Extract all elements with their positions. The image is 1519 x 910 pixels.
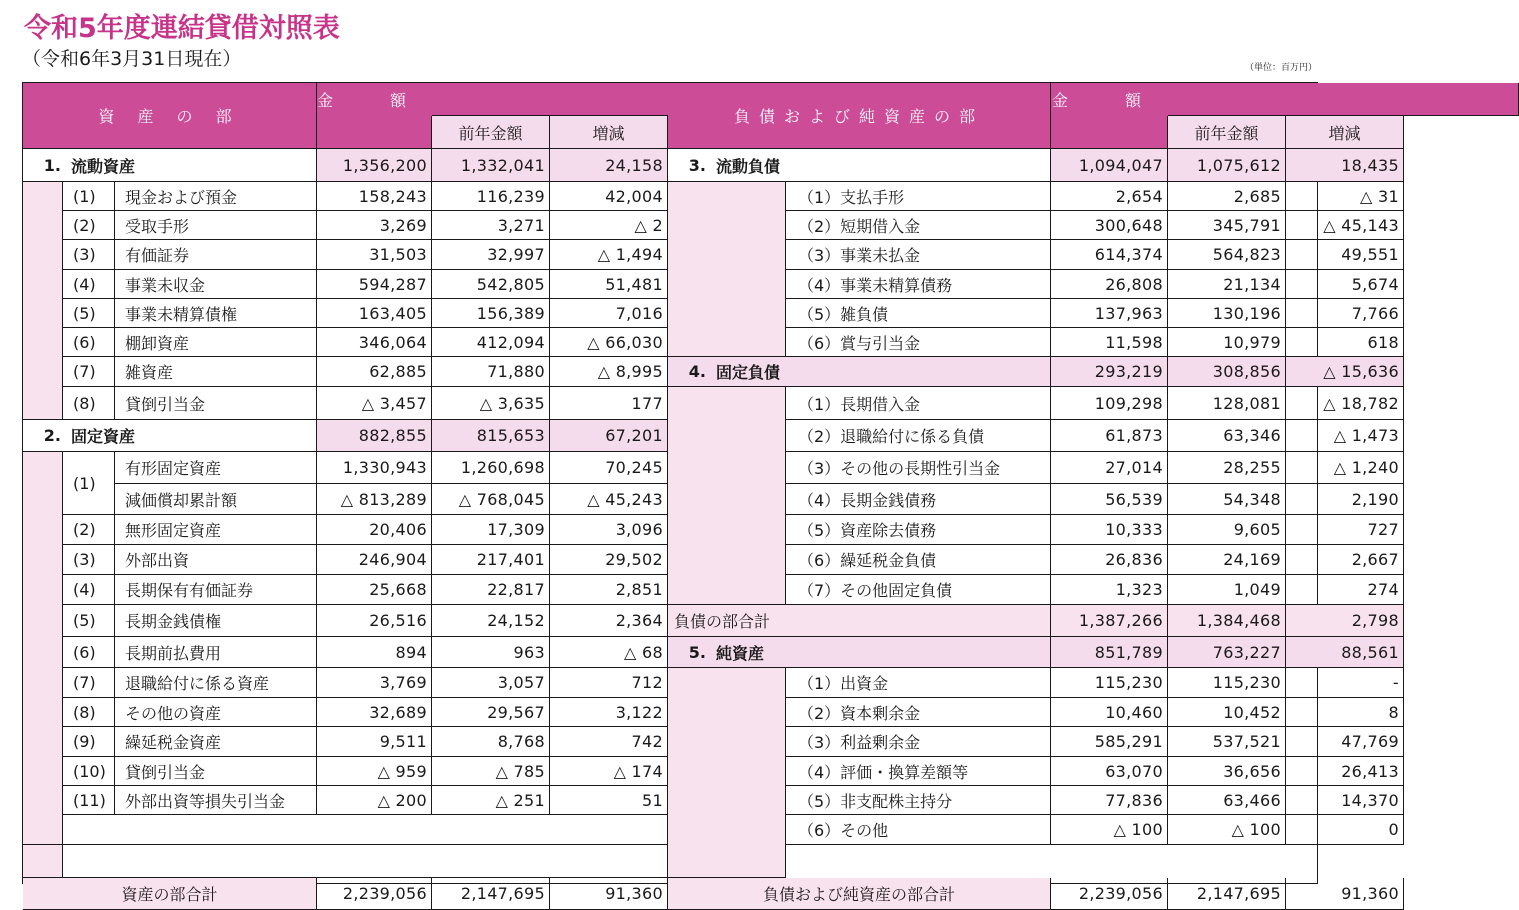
liability-item-prior: 345,791 [1168,211,1286,240]
asset-item-change: 3,096 [550,515,668,545]
asset-item-index: (4) [63,270,115,299]
liability-item-amount: 2,654 [1051,182,1168,211]
liability-item-amount: 26,808 [1051,270,1168,299]
liability-item-label: （4）長期金銭債務 [786,484,1051,515]
liability-item-label: （1）長期借入金 [786,387,1051,420]
liabilities-subtotal-prior: 1,384,468 [1168,605,1286,637]
asset-item-prior: 542,805 [432,270,550,299]
liability-item-change: △ 1,240 [1286,452,1404,484]
asset-item-prior: 217,401 [432,545,550,575]
liability-item-prior: 130,196 [1168,299,1286,328]
liabilities-change-header: 増減 [1286,116,1404,149]
asset-item-amount: 594,287 [317,270,432,299]
asset-item-label: 外部出資等損失引当金 [115,786,317,815]
liability-item-change: 2,190 [1286,484,1404,515]
net-asset-item-amount: 77,836 [1051,786,1168,815]
net-asset-item-amount: 585,291 [1051,727,1168,757]
net-asset-item-change: 26,413 [1286,757,1404,786]
liability-item-prior: 564,823 [1168,240,1286,270]
assets-total-label: 資産の部合計 [23,878,317,910]
liability-item-prior: 1,049 [1168,575,1286,605]
net-assets-section [668,637,1051,668]
asset-item-index: (3) [63,545,115,575]
liability-item-label: （3）事業未払金 [786,240,1051,270]
liabilities-current-total-amount: 1,094,047 [1051,149,1168,182]
asset-item-label: 雑資産 [115,357,317,387]
liability-item-label: （6）繰延税金負債 [786,545,1051,575]
liability-item-label: （5）雑負債 [786,299,1051,328]
asset-item-index: (8) [63,698,115,727]
asset-item-index: (3) [63,240,115,270]
asset-item-amount: 158,243 [317,182,432,211]
assets-total-amount: 2,239,056 [317,878,432,910]
net-asset-item-prior: 115,230 [1168,668,1286,698]
liability-item-change: △ 45,143 [1286,211,1404,240]
assets-blank-row [63,815,668,845]
liability-item-amount: 614,374 [1051,240,1168,270]
section-number: 4. [688,362,706,381]
net-asset-item-label: （2）資本剰余金 [786,698,1051,727]
liability-item-amount: 61,873 [1051,420,1168,452]
assets-current-section [23,149,317,182]
asset-item-label: 退職給付に係る資産 [115,668,317,698]
assets-amount-header: 金 額 [317,83,432,116]
section-label: 純資産 [716,643,765,663]
section-number: 3. [688,155,706,175]
asset-item-index: (11) [63,786,115,815]
section-label: 流動資産 [71,156,136,176]
asset-item-change: 3,122 [550,698,668,727]
asset-item-prior: 3,271 [432,211,550,240]
liabilities-fixed-section [668,357,1051,387]
liability-item-change: 5,674 [1286,270,1404,299]
asset-item-index: (7) [63,357,115,387]
asset-item-index: (10) [63,757,115,786]
net-assets-total-change: 88,561 [1286,637,1404,668]
section-label: 固定資産 [71,427,136,446]
liabilities-current-total-change: 18,435 [1286,149,1404,182]
asset-item-label: 繰延税金資産 [115,727,317,757]
net-asset-item-label: （6）その他 [786,815,1051,845]
assets-prior-header: 前年金額 [432,116,550,149]
liability-item-change: △ 31 [1286,182,1404,211]
asset-item-label: 貸倒引当金 [115,387,317,420]
liability-item-prior: 10,979 [1168,328,1286,357]
asset-item-amount: △ 813,289 [317,484,432,515]
asset-item-change: 29,502 [550,545,668,575]
assets-total-prior: 2,147,695 [432,878,550,910]
asset-item-amount: 1,330,943 [317,452,432,484]
net-asset-item-amount: 63,070 [1051,757,1168,786]
liability-item-amount: 300,648 [1051,211,1168,240]
liability-item-change: 727 [1286,515,1404,545]
net-asset-item-change: - [1286,668,1404,698]
liability-item-prior: 9,605 [1168,515,1286,545]
asset-item-prior: 3,057 [432,668,550,698]
liabilities-subtotal-label: 負債の部合計 [668,605,1051,637]
asset-item-label: 受取手形 [115,211,317,240]
asset-item-index: (6) [63,328,115,357]
asset-item-index: (4) [63,575,115,605]
liability-item-prior: 54,348 [1168,484,1286,515]
liabilities-and-net-total-prior: 2,147,695 [1168,878,1286,910]
liabilities-fixed-total-amount: 293,219 [1051,357,1168,387]
asset-item-amount: 20,406 [317,515,432,545]
asset-item-amount: 894 [317,637,432,668]
asset-item-amount: 346,064 [317,328,432,357]
balance-sheet-table [22,82,1399,904]
liability-item-label: （2）退職給付に係る負債 [786,420,1051,452]
net-asset-item-amount: 115,230 [1051,668,1168,698]
liability-item-change: 618 [1286,328,1404,357]
asset-item-change: △ 66,030 [550,328,668,357]
asset-item-prior: 1,260,698 [432,452,550,484]
net-asset-item-change: 8 [1286,698,1404,727]
net-assets-indent [668,668,786,878]
asset-item-change: 2,364 [550,605,668,637]
liability-item-prior: 21,134 [1168,270,1286,299]
asset-item-prior: 17,309 [432,515,550,545]
liability-item-label: （6）賞与引当金 [786,328,1051,357]
liabilities-subtotal-change: 2,798 [1286,605,1404,637]
asset-item-label: 減価償却累計額 [115,484,317,515]
asset-item-prior: △ 251 [432,786,550,815]
liabilities-amount-header: 金 額 [1051,83,1168,116]
asset-item-index: (6) [63,637,115,668]
net-asset-item-label: （5）非支配株主持分 [786,786,1051,815]
asset-item-label: 有形固定資産 [115,452,317,484]
liabilities-current-section [668,149,1051,182]
assets-blank-indent [23,845,63,878]
asset-item-prior: 24,152 [432,605,550,637]
liability-item-amount: 109,298 [1051,387,1168,420]
liability-item-label: （4）事業未精算債務 [786,270,1051,299]
asset-item-prior: 8,768 [432,727,550,757]
liabilities-prior-header: 前年金額 [1168,116,1286,149]
asset-item-label: 長期保有有価証券 [115,575,317,605]
section-label: 固定負債 [716,363,781,382]
assets-current-indent [23,182,63,420]
asset-item-index: (2) [63,515,115,545]
liability-item-label: （3）その他の長期性引当金 [786,452,1051,484]
net-asset-item-prior: 36,656 [1168,757,1286,786]
assets-change-header: 増減 [550,116,668,149]
section-label: 流動負債 [716,156,781,176]
asset-item-change: △ 45,243 [550,484,668,515]
liability-item-change: 274 [1286,575,1404,605]
asset-item-change: △ 8,995 [550,357,668,387]
asset-item-index: (9) [63,727,115,757]
asset-item-change: 70,245 [550,452,668,484]
asset-item-change: △ 174 [550,757,668,786]
assets-current-total-prior: 1,332,041 [432,149,550,182]
asset-item-label: 有価証券 [115,240,317,270]
net-asset-item-amount: 10,460 [1051,698,1168,727]
asset-item-amount: 62,885 [317,357,432,387]
liabilities-header-band [1168,83,1519,116]
net-asset-item-label: （1）出資金 [786,668,1051,698]
liability-item-amount: 26,836 [1051,545,1168,575]
asset-item-prior: 156,389 [432,299,550,328]
asset-item-label: その他の資産 [115,698,317,727]
asset-item-label: 貸倒引当金 [115,757,317,786]
liability-item-change: 2,667 [1286,545,1404,575]
liabilities-header: 負債および純資産の部 [668,83,1051,149]
asset-item-prior: △ 3,635 [432,387,550,420]
asset-item-index: (5) [63,605,115,637]
section-number: 5. [688,642,706,662]
asset-item-prior: △ 768,045 [432,484,550,515]
asset-item-prior: 116,239 [432,182,550,211]
asset-item-index: (5) [63,299,115,328]
asset-item-amount: 25,668 [317,575,432,605]
net-asset-item-amount: △ 100 [1051,815,1168,845]
liability-item-amount: 137,963 [1051,299,1168,328]
net-assets-total-prior: 763,227 [1168,637,1286,668]
liability-item-amount: 56,539 [1051,484,1168,515]
assets-amount-header-cont [317,116,432,149]
asset-item-change: △ 1,494 [550,240,668,270]
page-title: 令和5年度連結貸借対照表 [24,13,340,44]
net-asset-item-change: 14,370 [1286,786,1404,815]
liabilities-current-total-prior: 1,075,612 [1168,149,1286,182]
asset-item-amount: △ 3,457 [317,387,432,420]
liabilities-subtotal-amount: 1,387,266 [1051,605,1168,637]
asset-item-label: 長期前払費用 [115,637,317,668]
asset-item-amount: 31,503 [317,240,432,270]
asset-item-index: (7) [63,668,115,698]
asset-item-label: 長期金銭債権 [115,605,317,637]
asset-item-prior: 71,880 [432,357,550,387]
asset-item-label: 現金および預金 [115,182,317,211]
net-asset-item-prior: 537,521 [1168,727,1286,757]
asset-item-amount: 32,689 [317,698,432,727]
liability-item-amount: 27,014 [1051,452,1168,484]
liabilities-and-net-total-change: 91,360 [1286,878,1404,910]
asset-item-change: 7,016 [550,299,668,328]
unit-note: （単位：百万円） [1244,63,1317,73]
net-assets-total-amount: 851,789 [1051,637,1168,668]
asset-item-amount: 3,269 [317,211,432,240]
assets-current-total-change: 24,158 [550,149,668,182]
liability-item-prior: 128,081 [1168,387,1286,420]
assets-fixed-indent [23,452,63,845]
asset-item-amount: 163,405 [317,299,432,328]
net-asset-item-prior: 10,452 [1168,698,1286,727]
liability-item-amount: 11,598 [1051,328,1168,357]
liabilities-fixed-total-change: △ 15,636 [1286,357,1404,387]
net-asset-item-label: （3）利益剰余金 [786,727,1051,757]
asset-item-amount: 9,511 [317,727,432,757]
asset-item-prior: △ 785 [432,757,550,786]
asset-item-index: (8) [63,387,115,420]
asset-item-change: 51 [550,786,668,815]
asset-item-label: 棚卸資産 [115,328,317,357]
liability-item-prior: 28,255 [1168,452,1286,484]
liability-item-prior: 2,685 [1168,182,1286,211]
assets-fixed-total-prior: 815,653 [432,420,550,452]
liability-item-change: 7,766 [1286,299,1404,328]
asset-item-prior: 22,817 [432,575,550,605]
liabilities-amount-header-cont [1051,116,1168,149]
asset-item-label: 無形固定資産 [115,515,317,545]
assets-total-change: 91,360 [550,878,668,910]
asset-item-change: 42,004 [550,182,668,211]
liability-item-label: （5）資産除去債務 [786,515,1051,545]
net-asset-item-change: 0 [1286,815,1404,845]
liabilities-fixed-indent [668,387,786,605]
liability-item-amount: 10,333 [1051,515,1168,545]
assets-fixed-total-change: 67,201 [550,420,668,452]
asset-item-label: 外部出資 [115,545,317,575]
liability-item-change: △ 1,473 [1286,420,1404,452]
liability-item-prior: 63,346 [1168,420,1286,452]
liability-item-amount: 1,323 [1051,575,1168,605]
section-number: 1. [43,155,61,175]
assets-fixed-section [23,420,317,452]
asset-item-amount: 246,904 [317,545,432,575]
asset-item-change: △ 2 [550,211,668,240]
asset-item-change: 2,851 [550,575,668,605]
asset-item-prior: 963 [432,637,550,668]
page-subtitle: （令和6年3月31日現在） [22,48,242,70]
asset-item-amount: 26,516 [317,605,432,637]
asset-item-change: 742 [550,727,668,757]
asset-item-prior: 32,997 [432,240,550,270]
asset-item-change: △ 68 [550,637,668,668]
asset-item-index: (2) [63,211,115,240]
asset-item-change: 51,481 [550,270,668,299]
net-asset-item-label: （4）評価・換算差額等 [786,757,1051,786]
asset-item-index: (1) [63,182,115,211]
section-number: 2. [43,426,61,445]
liabilities-and-net-total-amount: 2,239,056 [1051,878,1168,910]
assets-blank-row-2 [63,845,668,878]
asset-item-prior: 29,567 [432,698,550,727]
asset-item-amount: △ 959 [317,757,432,786]
asset-item-amount: △ 200 [317,786,432,815]
liabilities-and-net-total-label: 負債および純資産の部合計 [668,878,1051,910]
assets-current-total-amount: 1,356,200 [317,149,432,182]
liability-item-label: （2）短期借入金 [786,211,1051,240]
asset-item-prior: 412,094 [432,328,550,357]
liability-item-label: （7）その他固定負債 [786,575,1051,605]
liability-item-label: （1）支払手形 [786,182,1051,211]
net-asset-item-prior: △ 100 [1168,815,1286,845]
net-asset-item-prior: 63,466 [1168,786,1286,815]
liabilities-fixed-total-prior: 308,856 [1168,357,1286,387]
assets-fixed-total-amount: 882,855 [317,420,432,452]
asset-item-change: 177 [550,387,668,420]
asset-item-label: 事業未精算債権 [115,299,317,328]
assets-header: 資 産 の 部 [23,83,317,149]
asset-item-index: (1) [63,452,115,515]
liability-item-change: △ 18,782 [1286,387,1404,420]
liability-item-prior: 24,169 [1168,545,1286,575]
net-asset-item-change: 47,769 [1286,727,1404,757]
asset-item-label: 事業未収金 [115,270,317,299]
liabilities-current-indent [668,182,786,357]
asset-item-change: 712 [550,668,668,698]
asset-item-amount: 3,769 [317,668,432,698]
liability-item-change: 49,551 [1286,240,1404,270]
